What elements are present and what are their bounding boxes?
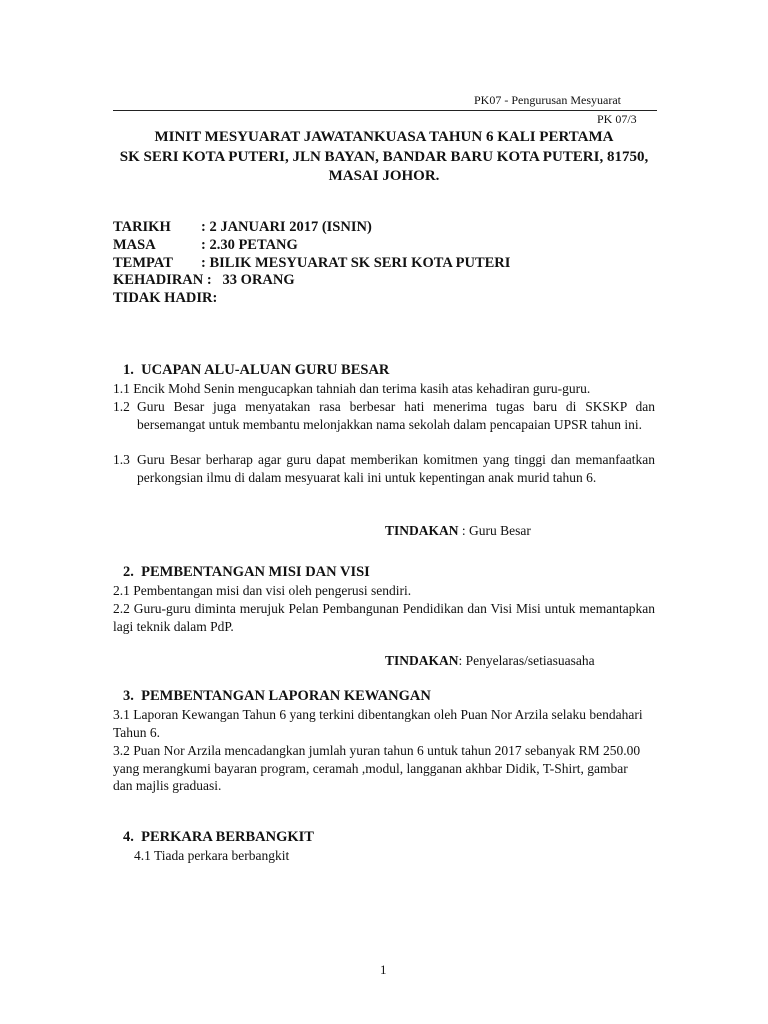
section-4-heading <box>123 829 314 846</box>
masa-value: : 2.30 PETANG <box>201 237 298 253</box>
info-kehadiran: KEHADIRAN : 33 ORANG <box>113 272 295 288</box>
page-title-line1: MINIT MESYUARAT JAWATANKUASA TAHUN 6 KALI PERTAMA <box>154 129 614 145</box>
form-code: PK 07/3 <box>597 112 637 126</box>
section-2-number: 2. <box>123 564 134 580</box>
page-title-line2: SK SERI KOTA PUTERI, JLN BAYAN, BANDAR BARU KOTA PUTERI, 81750, <box>119 149 649 165</box>
action-2-label: TINDAKAN <box>385 653 459 668</box>
section-1-number: 1. <box>123 362 134 378</box>
item-1-1-number: 1.1 <box>113 381 130 396</box>
masa-label: MASA <box>113 237 156 253</box>
item-1-1 <box>113 380 590 398</box>
section-2-heading <box>123 564 370 581</box>
page-number: 1 <box>380 962 387 977</box>
tarikh-label: TARIKH <box>113 219 171 235</box>
section-2-title: PEMBENTANGAN MISI DAN VISI <box>141 564 370 580</box>
header-rule <box>113 110 657 111</box>
info-tidak-hadir: TIDAK HADIR: <box>113 290 218 306</box>
item-1-1-text: Encik Mohd Senin mengucapkan tahniah dan terima kasih atas kehadiran guru-guru. <box>133 381 591 396</box>
action-1-label: TINDAKAN <box>385 523 459 538</box>
item-1-3-text: Guru Besar berharap agar guru dapat memberikan komitmen yang tinggi dan memanfaatkan perkongsian ilmu di dalam mesyuarat kali ini untuk kepentingan anak murid tahun 6. <box>137 452 655 485</box>
item-4-1: 4.1 Tiada perkara berbangkit <box>134 848 290 863</box>
action-1-value: : Guru Besar <box>458 523 531 538</box>
info-masa <box>113 237 298 254</box>
section-4-title: PERKARA BERBANGKIT <box>141 829 314 845</box>
item-2-1: 2.1 Pembentangan misi dan visi oleh pengerusi sendiri. <box>113 583 412 598</box>
section-3-heading <box>123 688 431 705</box>
section-1-title: UCAPAN ALU-ALUAN GURU BESAR <box>141 362 390 378</box>
item-1-2-text: Guru Besar juga menyatakan rasa berbesar hati menerima tugas baru di SKSKP dan bersemangat untuk membantu melonjakkan nama sekolah dalam pencapaian UPSR tahun ini. <box>137 399 655 432</box>
item-1-3-number: 1.3 <box>113 452 130 467</box>
page-title-line3: MASAI JOHOR. <box>328 168 440 184</box>
item-3-2: 3.2 Puan Nor Arzila mencadangkan jumlah yuran tahun 6 untuk tahun 2017 sebanyak RM 250.00 yang merangkumi bayaran program, ceramah ,modul, langganan akhbar Didik, T-Shirt, gambar dan majlis graduasi. <box>113 743 641 793</box>
section-1-heading <box>123 362 389 379</box>
tarikh-value: : 2 JANUARI 2017 (ISNIN) <box>201 219 372 235</box>
document-reference: PK07 - Pengurusan Mesyuarat <box>474 93 621 107</box>
item-3-1: 3.1 Laporan Kewangan Tahun 6 yang terkini dibentangkan oleh Puan Nor Arzila selaku bendahari Tahun 6. <box>113 707 643 740</box>
tempat-label: TEMPAT <box>113 255 173 271</box>
info-tarikh <box>113 219 372 236</box>
section-3-title: PEMBENTANGAN LAPORAN KEWANGAN <box>141 688 431 704</box>
tempat-value: : BILIK MESYUARAT SK SERI KOTA PUTERI <box>201 255 511 271</box>
section-4-number: 4. <box>123 829 134 845</box>
section-3-number: 3. <box>123 688 134 704</box>
info-tempat <box>113 255 510 272</box>
item-2-2: 2.2 Guru-guru diminta merujuk Pelan Pembangunan Pendidikan dan Visi Misi untuk memantapkan lagi teknik dalam PdP. <box>113 601 655 634</box>
action-2-value: : Penyelaras/setiasuasaha <box>458 653 595 668</box>
section-1-action <box>385 523 531 539</box>
item-1-2-number: 1.2 <box>113 399 130 414</box>
section-2-action <box>385 653 595 669</box>
